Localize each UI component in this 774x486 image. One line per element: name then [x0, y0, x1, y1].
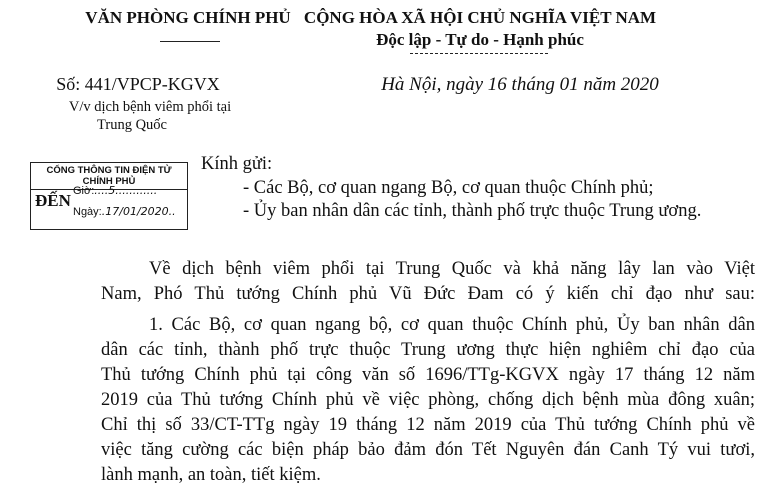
- stamp-title: CỔNG THÔNG TIN ĐIỆN TỬ CHÍNH PHỦ: [31, 163, 187, 190]
- body-line: Chỉ thị số 33/CT-TTg ngày 19 tháng 12 năm 2019 của Thủ tướng Chính phủ về: [101, 415, 755, 435]
- stamp-ngay-label: Ngày:: [73, 206, 102, 218]
- body-line: việc tăng cường các biện pháp bảo đảm đón Tết Nguyên đán Canh Tý vui tươi,: [101, 440, 755, 460]
- stamp-den: ĐẾN: [35, 191, 71, 210]
- body-line: Thủ tướng Chính phủ tại công văn số 1696/TTg-KGVX ngày 17 tháng 12 năm: [101, 365, 755, 385]
- place-date: Hà Nội, ngày 16 tháng 01 năm 2020: [381, 74, 659, 95]
- motto: Độc lập - Tự do - Hạnh phúc: [376, 30, 584, 49]
- body-line: lành mạnh, an toàn, tiết kiệm.: [101, 465, 321, 485]
- recipient-item: - Ủy ban nhân dân các tỉnh, thành phố trực thuộc Trung ương.: [243, 201, 702, 221]
- stamp-ngay-value: .17/01/2020..: [101, 205, 176, 218]
- agency-name: VĂN PHÒNG CHÍNH PHỦ: [85, 8, 291, 27]
- stamp-gio-label: Giờ:: [73, 185, 95, 197]
- stamp-gio-value: ....5............: [94, 184, 158, 197]
- body-line: dân các tỉnh, thành phố trực thuộc Trung ương thực hiện nghiêm chỉ đạo của: [101, 340, 755, 360]
- body-line: Nam, Phó Thủ tướng Chính phủ Vũ Đức Đam có ý kiến chỉ đạo như sau:: [101, 284, 755, 304]
- subject-line-1: V/v dịch bệnh viêm phổi tại: [68, 99, 232, 115]
- greeting: Kính gửi:: [201, 154, 273, 174]
- recipient-item: - Các Bộ, cơ quan ngang Bộ, cơ quan thuộc Chính phủ;: [243, 178, 654, 198]
- nation-title: CỘNG HÒA XÃ HỘI CHỦ NGHĨA VIỆT NAM: [303, 8, 657, 27]
- body-line: Về dịch bệnh viêm phổi tại Trung Quốc và khả năng lây lan vào Việt: [149, 259, 755, 279]
- document-number: Số: 441/VPCP-KGVX: [56, 74, 220, 94]
- body-line: 2019 của Thủ tướng Chính phủ về việc phòng, chống dịch bệnh mùa đông xuân;: [101, 390, 755, 410]
- agency-underline: [160, 41, 220, 42]
- body-line: 1. Các Bộ, cơ quan ngang bộ, cơ quan thuộc Chính phủ, Ủy ban nhân dân: [149, 315, 755, 335]
- subject-line-2: Trung Quốc: [97, 117, 167, 133]
- motto-underline: [410, 53, 548, 54]
- received-stamp: [30, 162, 188, 230]
